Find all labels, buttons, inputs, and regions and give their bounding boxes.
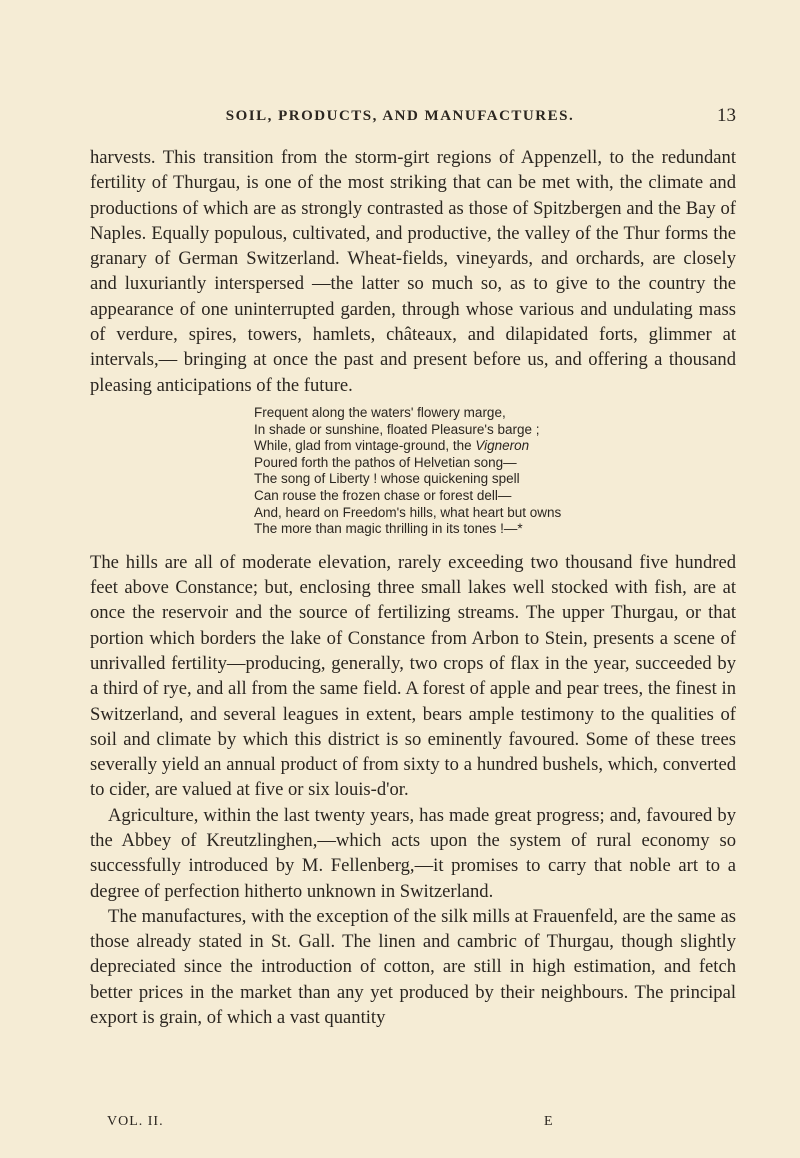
verse-line: Can rouse the frozen chase or forest dell— (254, 487, 512, 503)
verse-line: The more than magic thrilling in its tones !—* (254, 521, 523, 537)
verse-line: In shade or sunshine, floated Pleasure's barge ; (254, 421, 540, 437)
verse-quotation (254, 405, 736, 538)
paragraph-3: Agriculture, within the last twenty years, has made great progress; and, favoured by the Abbey of Kreutzlinghen,—which acts upon the system of rural economy so successfully introduced by M. Fellenberg,—it promises to carry that noble art to a degree of perfection hitherto unknown in Switzerland. (90, 804, 736, 902)
running-title: SOIL, PRODUCTS, AND MANUFACTURES. (225, 108, 575, 124)
verse-line (254, 438, 736, 455)
verse-line: Poured forth the pathos of Helvetian song— (254, 454, 517, 470)
verse-line: The song of Liberty ! whose quickening spell (254, 471, 520, 487)
signature-mark: E (544, 1114, 554, 1129)
verse-line-text: While, glad from vintage-ground, the (254, 438, 476, 454)
page-header (0, 105, 800, 132)
verse-line: And, heard on Freedom's hills, what heart but owns (254, 504, 562, 520)
paragraph-2: The hills are all of moderate elevation, rarely exceeding two thousand five hundred feet above Constance; but, enclosing three small lakes well stocked with fish, are at once the reservoir and the source of fertilizing streams. The upper Thurgau, or that portion which borders the lake of Constance from Arbon to Stein, presents a scene of unrivalled fertility—producing, generally, two crops of flax in the year, succeeded by a third of rye, and all from the same field. A forest of apple and pear trees, the finest in Switzerland, and several leagues in extent, bears ample testimony to the qualities of soil and climate by which this district is so eminently favoured. Some of these trees severally yield an annual product of from sixty to a hundred bushels, which, converted to cider, are valued at five or six louis-d'or. (90, 551, 736, 801)
paragraph-4: The manufactures, with the exception of the silk mills at Frauenfeld, are the same as those already stated in St. Gall. The linen and cambric of Thurgau, though slightly depreciated since the introduction of cotton, are still in high estimation, and fetch better prices in the market than any yet produced by their neighbours. The principal export is grain, of which a vast quantity (90, 905, 736, 1029)
volume-label: VOL. II. (107, 1114, 164, 1129)
paragraph-1: harvests. This transition from the storm-girt regions of Appenzell, to the redundant fertility of Thurgau, is one of the most striking that can be met with, the climate and productions of which are as strongly contrasted as those of Spitzbergen and the Bay of Naples. Equally populous, cultivated, and productive, the valley of the Thur forms the granary of German Switzerland. Wheat-fields, vineyards, and orchards, are closely and luxuriantly interspersed —the latter so much so, as to give to the country the appearance of one uninterrupted garden, through whose various and undulating mass of verdure, spires, towers, hamlets, châteaux, and dilapidated forts, glimmer at intervals,— bringing at once the past and present before us, and offering a thousand pleasing anticipations of the future. (90, 147, 736, 396)
body-text (90, 145, 736, 1030)
page-number: 13 (717, 105, 736, 126)
verse-line: Frequent along the waters' flowery marge, (254, 404, 506, 420)
verse-italic-word: Vigneron (475, 438, 530, 454)
